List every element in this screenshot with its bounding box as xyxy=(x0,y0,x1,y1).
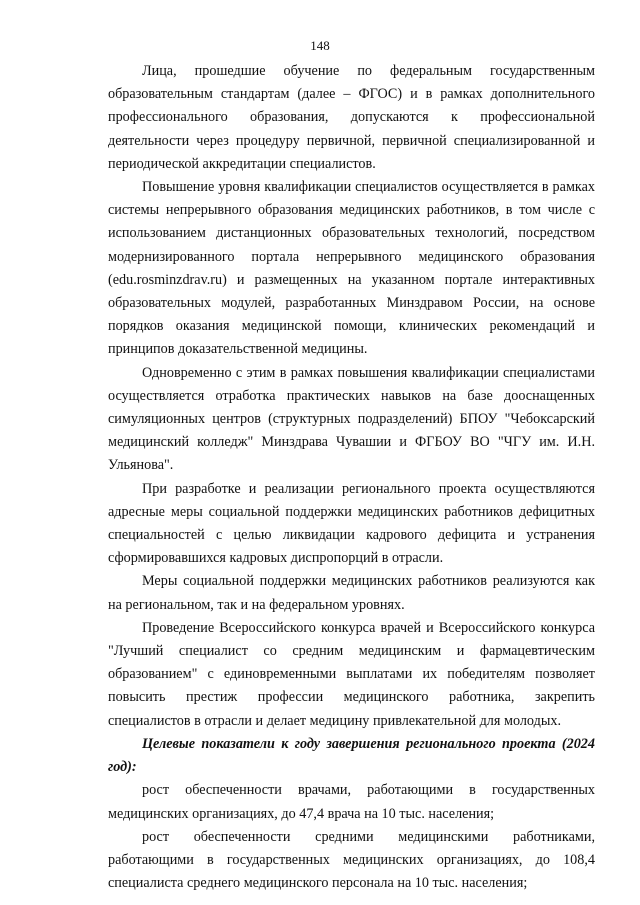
paragraph-accreditation: Лица, прошедшие обучение по федеральным государственным образовательным стандартам (далее – ФГОС) и в рамках дополнительного профессионального образования, допускаются к профессиональной деятельности через процедуру первичной, первичной специализированной и периодической аккредитации специалистов. xyxy=(108,63,595,172)
paragraph-social-support: При разработке и реализации регионального проекта осуществляются адресные меры социальной поддержки медицинских работников дефицитных специальностей с целью ликвидации кадрового дефицита и устранения сформировавшихся кадровых диспропорций в отрасли. xyxy=(108,480,595,567)
target-item-doctors: рост обеспеченности врачами, работающими в государственных медицинских организациях, до 47,4 врача на 10 тыс. населения; xyxy=(108,782,595,822)
targets-heading: Целевые показатели к году завершения регионального проекта (2024 год): xyxy=(108,735,595,776)
page-number: 148 xyxy=(310,38,330,53)
paragraph-simulation-centers: Одновременно с этим в рамках повышения квалификации специалистами осуществляется отработка практических навыков на базе дооснащенных симуляционных центров (структурных подразделений) БПОУ "Чебоксарский медицинский колледж" Минздрава Чувашии и ФГБОУ ВО "ЧГУ им. И.Н. Ульянова". xyxy=(108,364,595,474)
paragraph-support-levels: Меры социальной поддержки медицинских работников реализуются как на региональном, так и на федеральном уровнях. xyxy=(108,573,595,613)
paragraph-qualification: Повышение уровня квалификации специалистов осуществляется в рамках системы непрерывного образования медицинских работников, в том числе с использованием дистанционных образовательных технологий, посредством модернизированного портала непрерывного медицинского образования (edu.rosminzdrav.ru) и размещенных на указанном портале интерактивных образовательных модулей, разработанных Минздравом России, на основе порядков оказания медицинской помощи, клинических рекомендаций и принципов доказательственной медицины. xyxy=(108,179,595,358)
target-item-nurses: рост обеспеченности средними медицинскими работниками, работающими в государственных медицинских организациях, до 108,4 специалиста среднего медицинского персонала на 10 тыс. населения; xyxy=(108,828,595,892)
document-body xyxy=(108,60,595,895)
paragraph-competition: Проведение Всероссийского конкурса врачей и Всероссийского конкурса "Лучший специалист со средним медицинским и фармацевтическим образованием" с единовременными выплатами их победителям позволяет повысить престиж профессии медицинского работника, закрепить специалистов в отрасли и делает медицину привлекательной для молодых. xyxy=(108,619,595,729)
